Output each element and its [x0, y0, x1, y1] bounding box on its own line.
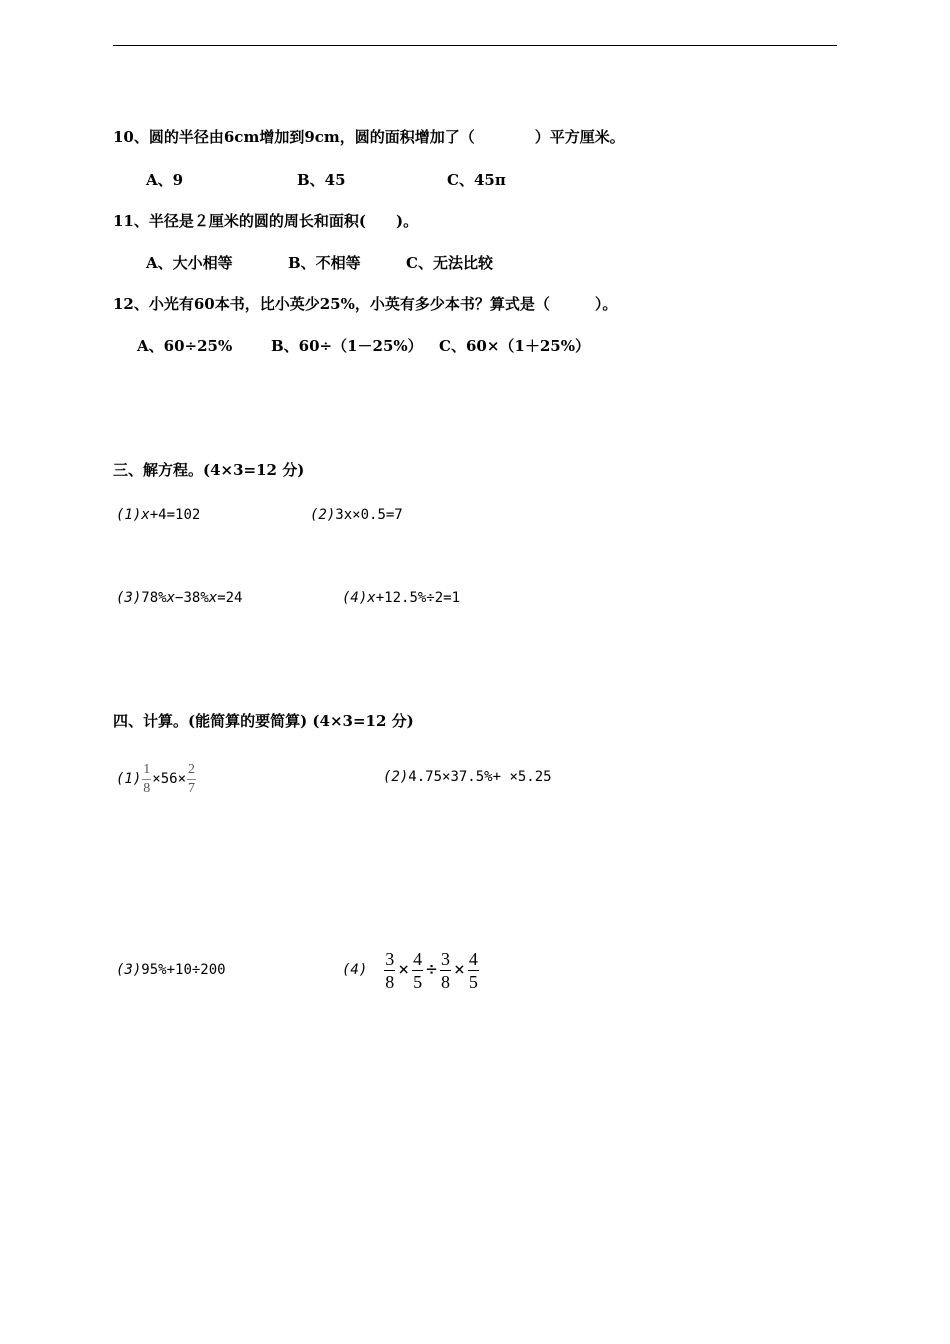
q11-option-b: B、不相等 [288, 254, 361, 272]
variable-x: x [208, 590, 218, 606]
calc-label: (4) [342, 962, 368, 978]
denominator: 5 [468, 971, 478, 992]
q12-option-a: A、60÷25% [137, 337, 233, 355]
times-operator: × [398, 959, 410, 980]
calc-expr: 95%+10÷200 [141, 962, 226, 978]
equation-expr: +12.5%÷2=1 [375, 590, 461, 606]
denominator: 7 [188, 780, 196, 796]
numerator: 2 [188, 761, 196, 777]
numerator: 4 [413, 948, 423, 969]
variable-x: x [367, 590, 376, 606]
calc-expr: ×56× [152, 771, 187, 787]
fraction-1-8 [142, 763, 151, 796]
q11-option-a: A、大小相等 [146, 254, 233, 272]
denominator: 8 [440, 971, 450, 992]
section-3-heading: 三、解方程。(4×3=12 分) [113, 461, 305, 479]
calc-label: (3) [116, 962, 142, 978]
equation-3 [116, 588, 242, 608]
fraction-4-5 [412, 950, 423, 991]
calc-4 [342, 946, 480, 994]
calc-label: (2) [383, 769, 409, 785]
calc-1 [116, 757, 197, 801]
equation-label: (4) [342, 590, 368, 606]
equation-2 [310, 505, 403, 525]
header-rule [113, 45, 837, 46]
equation-1 [116, 505, 200, 525]
numerator: 1 [143, 761, 151, 777]
equation-expr: =24 [217, 590, 243, 606]
variable-x: x [141, 507, 150, 523]
equation-label: (3) [116, 590, 142, 606]
question-11: 11、半径是２厘米的圆的周长和面积( )。 [113, 212, 419, 230]
equation-expr: 78% [141, 590, 167, 606]
denominator: 5 [413, 971, 423, 992]
q12-option-b: B、60÷（1－25%） [271, 337, 423, 355]
equation-4 [342, 588, 460, 608]
fraction-4-5 [468, 950, 479, 991]
calc-expr: 4.75×37.5%+ ×5.25 [408, 769, 552, 785]
denominator: 8 [143, 780, 151, 796]
section-4-heading: 四、计算。(能简算的要简算) (4×3=12 分) [113, 712, 414, 730]
calc-label: (1) [116, 771, 142, 787]
q10-option-a: A、9 [146, 171, 184, 189]
equation-label: (2) [310, 507, 336, 523]
fraction-3-8 [440, 950, 451, 991]
equation-expr: +4=102 [149, 507, 201, 523]
variable-x: x [166, 590, 176, 606]
fraction-3-8 [384, 950, 395, 991]
calc-3 [116, 960, 226, 980]
equation-expr: −38% [175, 590, 209, 606]
denominator: 8 [385, 971, 395, 992]
divide-operator: ÷ [426, 959, 437, 980]
q10-option-c: C、45π [447, 171, 506, 189]
calc-2 [383, 767, 552, 787]
times-operator: × [453, 959, 465, 980]
equation-label: (1) [116, 507, 142, 523]
q11-option-c: C、无法比较 [406, 254, 493, 272]
q10-option-b: B、45 [297, 171, 346, 189]
fraction-2-7 [187, 763, 196, 796]
question-12: 12、小光有60本书，比小英少25%，小英有多少本书？算式是（ ）。 [113, 295, 618, 313]
numerator: 3 [440, 948, 450, 969]
numerator: 4 [468, 948, 478, 969]
numerator: 3 [385, 948, 395, 969]
question-10: 10、圆的半径由6cm增加到9cm，圆的面积增加了（ ）平方厘米。 [113, 128, 625, 146]
q12-option-c: C、60×（1＋25%） [439, 337, 590, 355]
equation-expr: 3x×0.5=7 [335, 507, 403, 523]
